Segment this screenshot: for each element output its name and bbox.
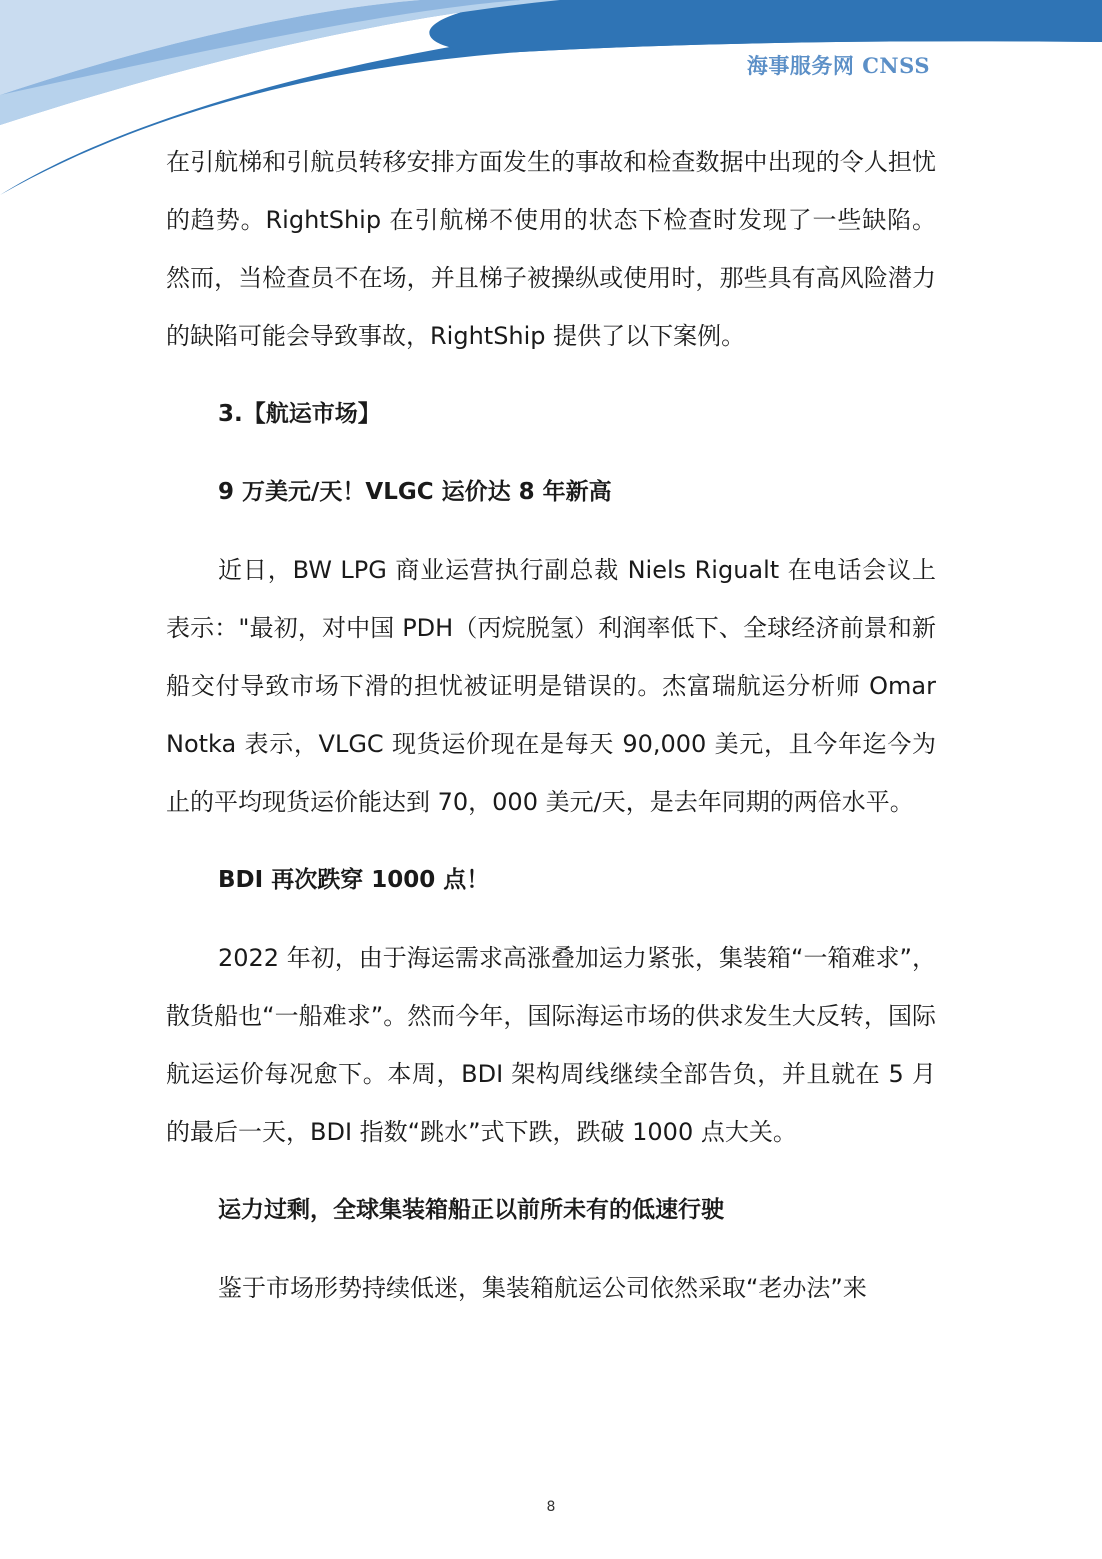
article-text-vlgc: 近日，BW LPG 商业运营执行副总裁 Niels Rigualt 在电话会议上表示："最初，对中国 PDH（丙烷脱氢）利润率低下、全球经济前景和新船交付导致市场下滑的担忧被证明是错误的。杰富瑞航运分析师 Omar Notka 表示，VLGC 现货运价现在是每天 90,000 美元，且今年迄今为止的平均现货运价能达到 70，000 美元/天，是去年同期的两倍水平。	[166, 556, 936, 816]
article-title-container: 运力过剩，全球集装箱船正以前所未有的低速行驶	[218, 1197, 724, 1223]
page-number: 8	[546, 1499, 556, 1515]
document-body	[166, 133, 936, 1317]
brand-title: 海事服务网 CNSS	[746, 53, 930, 78]
article-text-container: 鉴于市场形势持续低迷，集装箱航运公司依然采取“老办法”来	[218, 1274, 867, 1302]
article-title-vlgc: 9 万美元/天！VLGC 运价达 8 年新高	[218, 479, 612, 505]
intro-paragraph: 在引航梯和引航员转移安排方面发生的事故和检查数据中出现的令人担忧的趋势。RightShip 在引航梯不使用的状态下检查时发现了一些缺陷。然而，当检查员不在场，并且梯子被操纵或使用时，那些具有高风险潜力的缺陷可能会导致事故，RightShip 提供了以下案例。	[166, 148, 936, 350]
wave-dark-top	[429, 0, 1102, 53]
article-title-bdi: BDI 再次跌穿 1000 点！	[218, 867, 490, 893]
article-text-bdi: 2022 年初，由于海运需求高涨叠加运力紧张，集装箱“一箱难求”，散货船也“一船难求”。然而今年，国际海运市场的供求发生大反转，国际航运运价每况愈下。本周，BDI 架构周线继续全部告负，并且就在 5 月的最后一天，BDI 指数“跳水”式下跌，跌破 1000 点大关。	[166, 944, 936, 1146]
section-heading: 3.【航运市场】	[218, 401, 381, 427]
